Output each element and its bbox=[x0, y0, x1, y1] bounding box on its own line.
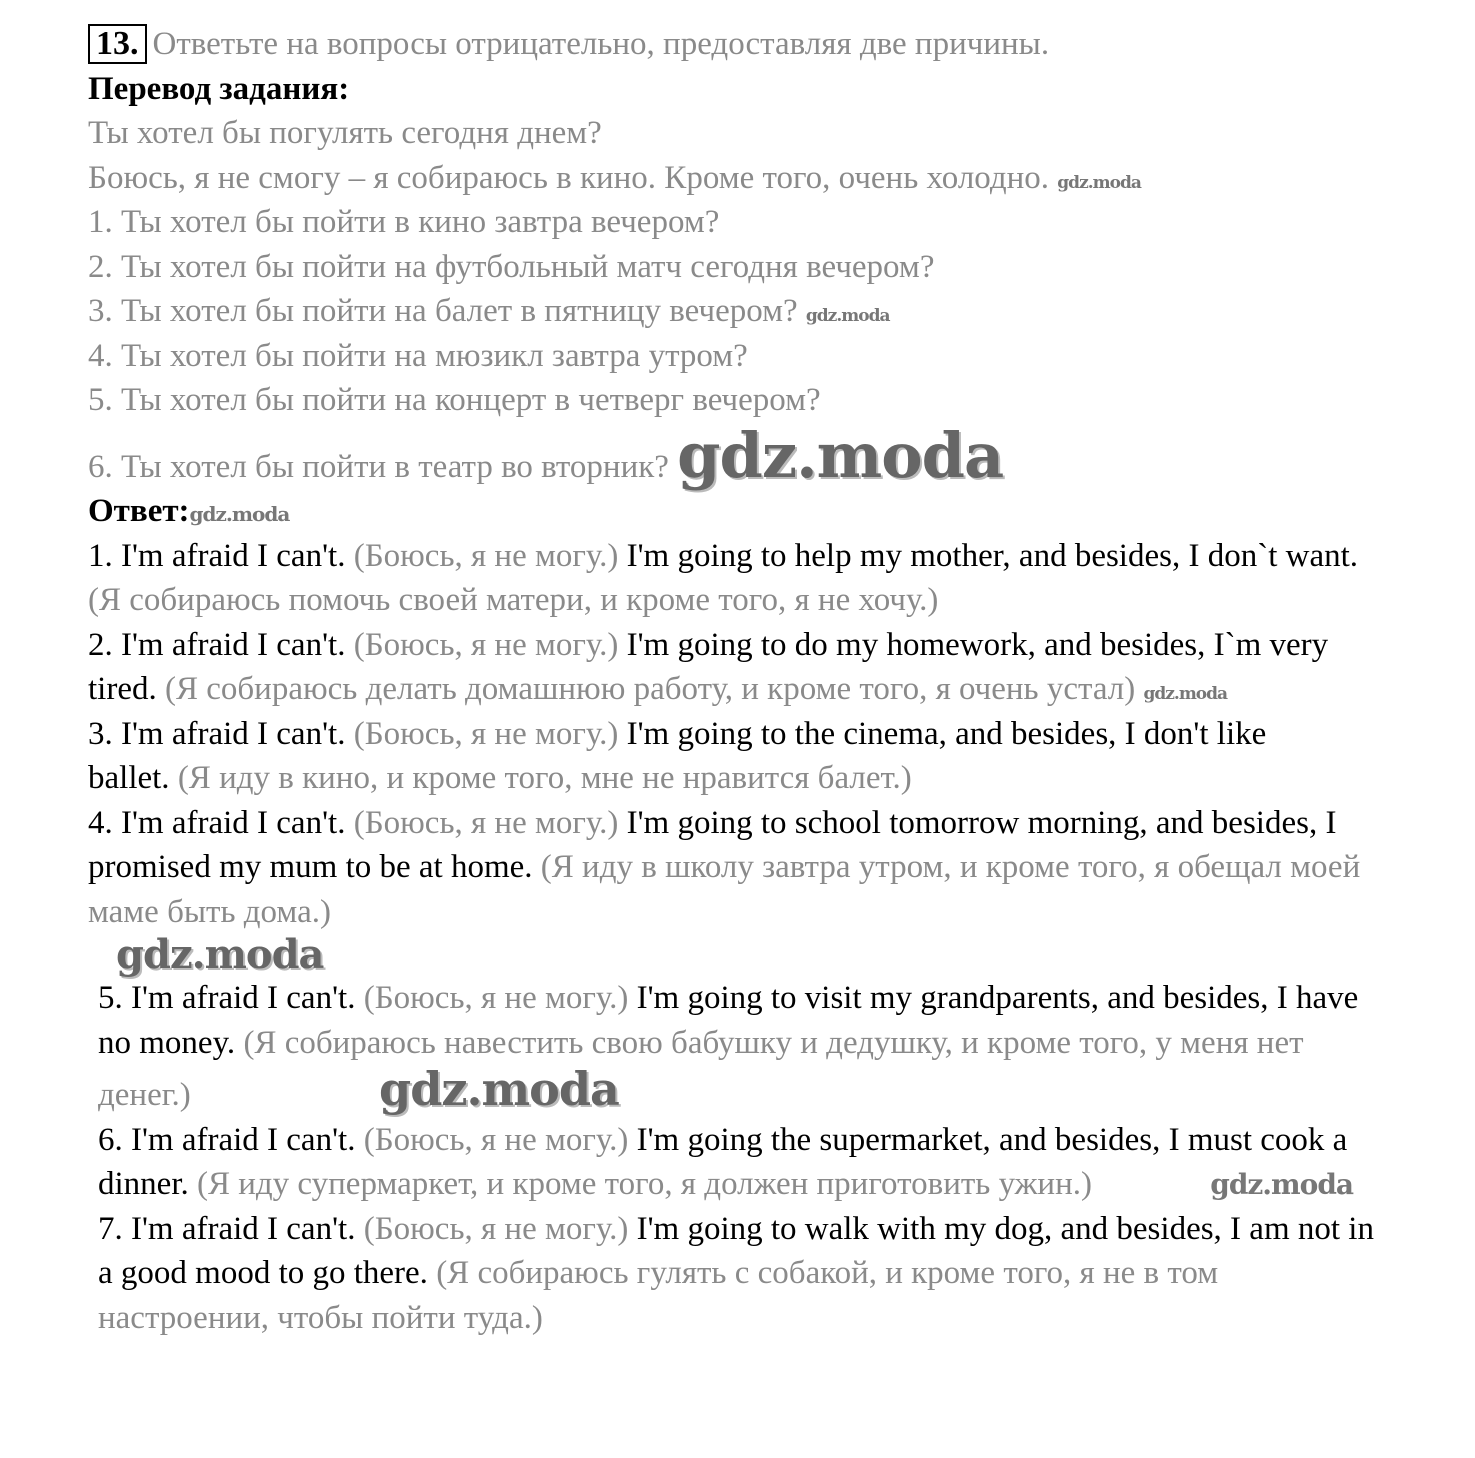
watermark: gdz.moda bbox=[805, 306, 890, 326]
watermark: gdz.moda bbox=[677, 418, 1004, 492]
translation-text: 5. Ты хотел бы пойти на концерт в четверг вечером? bbox=[88, 382, 821, 418]
watermark: gdz.moda bbox=[1143, 684, 1228, 704]
translation-line bbox=[88, 418, 1435, 492]
translation-line bbox=[88, 289, 1435, 334]
answer-item bbox=[88, 801, 1378, 935]
answer-en: I'm going to do my homework, and besides, I`m very tired. bbox=[88, 626, 1329, 707]
answer-en: 7. I'm afraid I can't. bbox=[98, 1210, 356, 1247]
translation-text: 3. Ты хотел бы пойти на балет в пятницу вечером? bbox=[88, 293, 798, 329]
answer-ru: (Я собираюсь навестить свою бабушку и дедушку, и кроме того, у меня нет денег.) bbox=[98, 1024, 1304, 1113]
answer-en: 5. I'm afraid I can't. bbox=[98, 980, 356, 1016]
answer-ru: (Я иду супермаркет, и кроме того, я должен приготовить ужин.) bbox=[196, 1166, 1092, 1202]
answer-item bbox=[88, 623, 1378, 712]
watermark: gdz.moda bbox=[1210, 1168, 1354, 1201]
answer-ru: (Боюсь, я не могу.) bbox=[353, 537, 619, 574]
translation-text: 2. Ты хотел бы пойти на футбольный матч сегодня вечером? bbox=[88, 248, 935, 285]
translation-line bbox=[88, 334, 1435, 379]
answer-ru: (Боюсь, я не могу.) bbox=[353, 804, 619, 841]
answer-en: I'm going the supermarket, and besides, I must cook a dinner. bbox=[98, 1121, 1348, 1202]
translation-line bbox=[88, 378, 1435, 423]
answer-en: 2. I'm afraid I can't. bbox=[88, 626, 346, 663]
answer-en: 6. I'm afraid I can't. bbox=[98, 1121, 356, 1158]
translation-text: 1. Ты хотел бы пойти в кино завтра вечером? bbox=[88, 204, 720, 240]
answer-en: 4. I'm afraid I can't. bbox=[88, 804, 346, 841]
answer-ru: (Я иду в школу завтра утром, и кроме того, я обещал моей маме быть дома.) bbox=[88, 849, 1361, 930]
translation-line bbox=[88, 200, 1435, 245]
answer-en: 3. I'm afraid I can't. bbox=[88, 715, 346, 752]
answer-ru: (Я собираюсь гулять с собакой, и кроме того, я не в том настроении, чтобы пойти туда.) bbox=[98, 1255, 1219, 1336]
answer-item bbox=[88, 712, 1348, 801]
translation-text: Боюсь, я не смогу – я собираюсь в кино. Кроме того, очень холодно. bbox=[88, 159, 1050, 196]
answer-ru: (Я иду в кино, и кроме того, мне не нравится балет.) bbox=[177, 760, 912, 796]
translation-line bbox=[88, 111, 1435, 156]
answer-ru: (Боюсь, я не могу.) bbox=[353, 626, 619, 663]
translation-line bbox=[88, 245, 1435, 290]
answer-item bbox=[98, 1118, 1388, 1207]
answer-ru: (Боюсь, я не могу.) bbox=[353, 715, 619, 752]
answer-heading: Ответ: bbox=[88, 493, 190, 529]
answer-en: I'm going to the cinema, and besides, I don't like ballet. bbox=[88, 715, 1267, 796]
task-number: 13. bbox=[88, 24, 147, 64]
translation-text: 4. Ты хотел бы пойти на мюзикл завтра утром? bbox=[88, 337, 748, 374]
answer-en: I'm going to help my mother, and besides, I don`t want. bbox=[626, 537, 1359, 574]
answer-ru: (Боюсь, я не могу.) bbox=[363, 1210, 629, 1247]
task-header bbox=[88, 22, 1435, 67]
answer-en: I'm going to walk with my dog, and besides, I am not in a good mood to go there. bbox=[98, 1210, 1374, 1291]
translation-text: Ты хотел бы погулять сегодня днем? bbox=[88, 115, 602, 151]
answer-ru: (Я собираюсь делать домашнюю работу, и кроме того, я очень устал) bbox=[164, 671, 1136, 707]
answer-en: 1. I'm afraid I can't. bbox=[88, 537, 346, 574]
answer-en: I'm going to school tomorrow morning, and besides, I promised my mum to be at home. bbox=[88, 804, 1337, 885]
watermark: gdz.moda bbox=[189, 502, 290, 526]
answer-heading-row bbox=[88, 489, 1435, 534]
translation-heading: Перевод задания: bbox=[88, 70, 350, 107]
translation-line bbox=[88, 156, 1435, 201]
answer-item bbox=[98, 976, 1388, 1118]
answer-ru: (Боюсь, я не могу.) bbox=[363, 980, 629, 1016]
watermark: gdz.moda bbox=[379, 1062, 619, 1116]
translation-text: 6. Ты хотел бы пойти в театр во вторник? bbox=[88, 448, 669, 485]
watermark: gdz.moda bbox=[116, 931, 324, 978]
answer-item bbox=[88, 534, 1398, 623]
answer-ru: (Я собираюсь помочь своей матери, и кроме того, я не хочу.) bbox=[88, 582, 939, 618]
answer-en: I'm going to visit my grandparents, and besides, I have no money. bbox=[98, 980, 1359, 1061]
answer-item bbox=[98, 1207, 1378, 1341]
task-instruction: Ответьте на вопросы отрицательно, предоставляя две причины. bbox=[152, 26, 1050, 62]
translation-lines bbox=[88, 111, 1435, 492]
answer-ru: (Боюсь, я не могу.) bbox=[363, 1121, 629, 1158]
watermark: gdz.moda bbox=[1057, 172, 1141, 193]
